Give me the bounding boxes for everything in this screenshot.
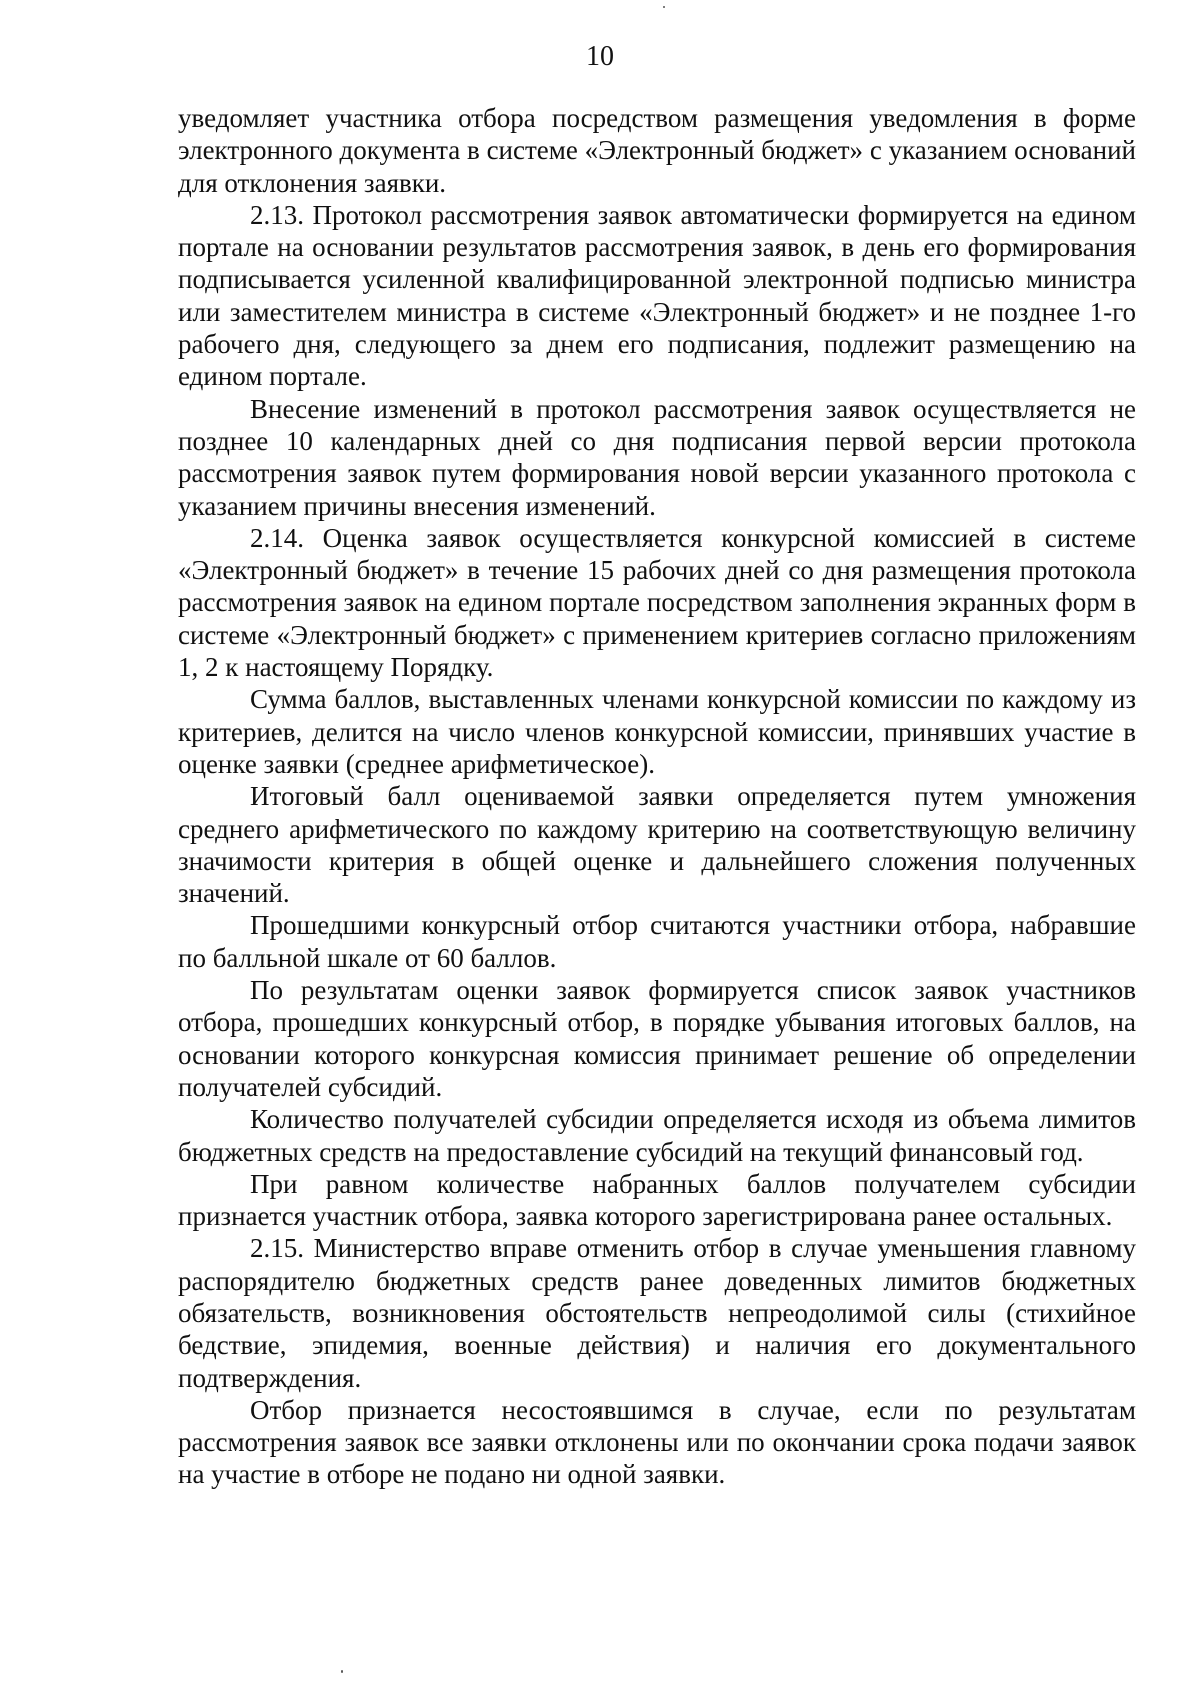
paragraph-2-14: 2.14. Оценка заявок осуществляется конкурсной комиссией в системе «Электронный бюджет» в течение 15 рабочих дней со дня размещения протокола рассмотрения заявок на едином портале посредством заполнения экранных форм в системе «Электронный бюджет» с применением критериев согласно приложениям 1, 2 к настоящему Порядку. — [178, 522, 1136, 683]
page-number: 10 — [586, 41, 614, 72]
scan-speck — [663, 6, 665, 8]
document-body — [178, 102, 1136, 1491]
scan-speck — [341, 1670, 343, 1673]
paragraph-2-15: 2.15. Министерство вправе отменить отбор в случае уменьшения главному распорядителю бюджетных средств ранее доведенных лимитов бюджетных обязательств, возникновения обстоятельств непреодолимой силы (стихийное бедствие, эпидемия, военные действия) и наличия его документального подтверждения. — [178, 1233, 1136, 1393]
paragraph-2-13: 2.13. Протокол рассмотрения заявок автоматически формируется на едином портале на основании результатов рассмотрения заявок, в день его формирования подписывается усиленной квалифицированной электронной подписью министра или заместителем министра в системе «Электронный бюджет» и не позднее 1-го рабочего дня, следующего за днем его подписания, подлежит размещению на едином портале. — [178, 199, 1136, 392]
paragraph: Внесение изменений в протокол рассмотрения заявок осуществляется не позднее 10 календарных дней со дня подписания первой версии протокола рассмотрения заявок путем формирования новой версии указанного протокола с указанием причины внесения изменений. — [178, 393, 1136, 521]
paragraph: По результатам оценки заявок формируется список заявок участников отбора, прошедших конкурсный отбор, в порядке убывания итоговых баллов, на основании которого конкурсная комиссия принимает решение об определении получателей субсидий. — [178, 975, 1136, 1102]
paragraph: Количество получателей субсидии определяется исходя из объема лимитов бюджетных средств на предоставление субсидий на текущий финансовый год. — [178, 1104, 1136, 1167]
paragraph: Отбор признается несостоявшимся в случае, если по результатам рассмотрения заявок все заявки отклонены или по окончании срока подачи заявок на участие в отборе не подано ни одной заявки. — [178, 1394, 1136, 1490]
paragraph: Прошедшими конкурсный отбор считаются участники отбора, набравшие по балльной шкале от 60 баллов. — [178, 910, 1136, 973]
paragraph: Итоговый балл оцениваемой заявки определяется путем умножения среднего арифметического по каждому критерию на соответствующую величину значимости критерия в общей оценке и дальнейшего сложения полученных значений. — [178, 781, 1136, 909]
paragraph: При равном количестве набранных баллов получателем субсидии признается участник отбора, заявка которого зарегистрирована ранее остальных. — [178, 1168, 1136, 1232]
paragraph: Сумма баллов, выставленных членами конкурсной комиссии по каждому из критериев, делится на число членов конкурсной комиссии, принявших участие в оценке заявки (среднее арифметическое). — [178, 684, 1136, 779]
paragraph: уведомляет участника отбора посредством размещения уведомления в форме электронного документа в системе «Электронный бюджет» с указанием оснований для отклонения заявки. — [178, 103, 1136, 198]
